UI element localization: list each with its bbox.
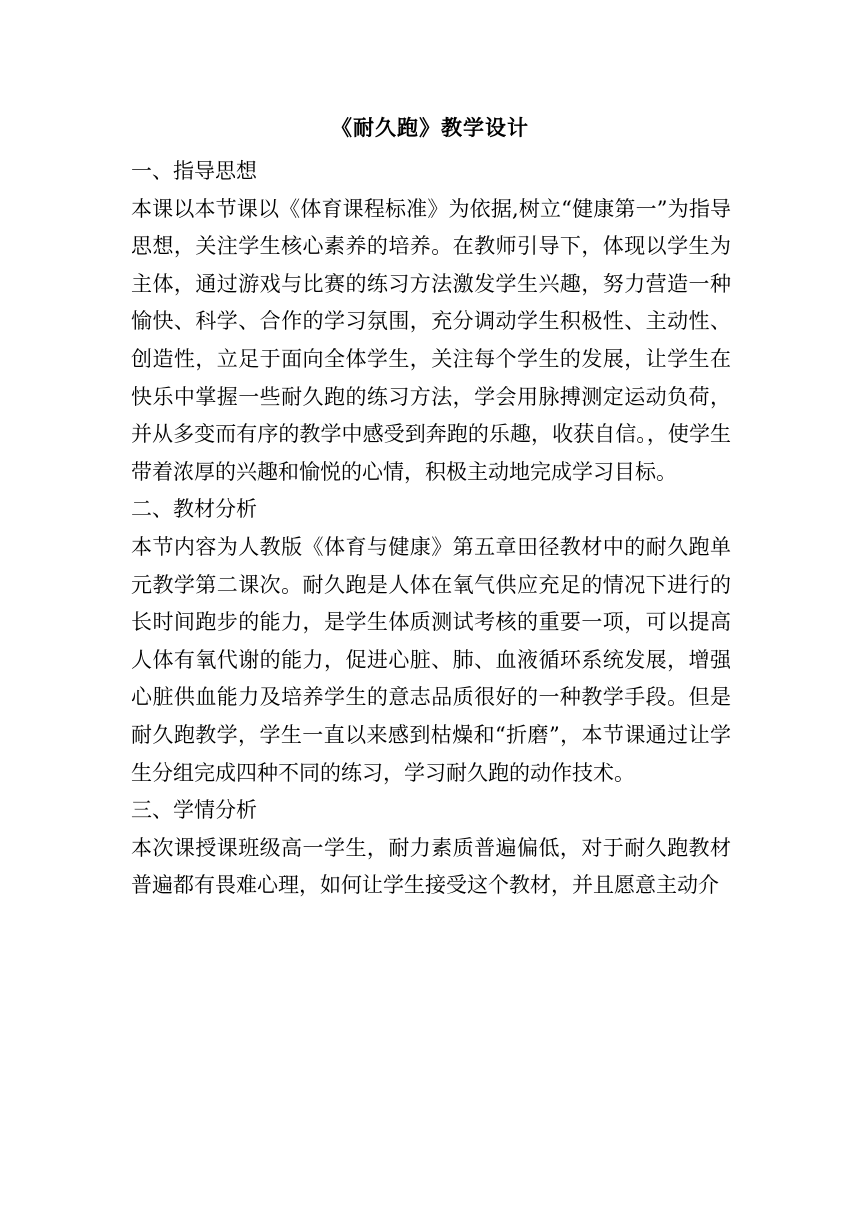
document-title: 《耐久跑》教学设计: [331, 115, 529, 140]
section-body-material-analysis: 本节内容为人教版《体育与健康》第五章田径教材中的耐久跑单元教学第二课次。耐久跑是人体在氧气供应充足的情况下进行的长时间跑步的能力，是学生体质测试考核的重要一项，可以提高人体有氧代谢的能力，促进心脏、肺、血液循环系统发展，增强心脏供血能力及培养学生的意志品质很好的一种教学手段。但是耐久跑教学，学生一直以来感到枯燥和“折磨”，本节课通过让学生分组完成四种不同的练习，学习耐久跑的动作技术。: [131, 534, 731, 785]
document-content: [131, 153, 731, 905]
section-body-student-analysis: 本次课授课班级高一学生，耐力素质普遍偏低，对于耐久跑教材普遍都有畏难心理，如何让学生接受这个教材，并且愿意主动介: [131, 835, 731, 898]
section-body-guiding-ideology: 本课以本节课以《体育课程标准》为依据,树立“健康第一”为指导思想，关注学生核心素养的培养。在教师引导下，体现以学生为主体，通过游戏与比赛的练习方法激发学生兴趣，努力营造一种愉快、科学、合作的学习氛围，充分调动学生积极性、主动性、创造性，立足于面向全体学生，关注每个学生的发展，让学生在快乐中掌握一些耐久跑的练习方法，学会用脉搏测定运动负荷，并从多变而有序的教学中感受到奔跑的乐趣，收获自信。，使学生带着浓厚的兴趣和愉悦的心情，积极主动地完成学习目标。: [131, 196, 731, 484]
section-heading-guiding-ideology: 一、指导思想: [131, 159, 257, 183]
section-heading-student-analysis: 三、学情分析: [131, 798, 257, 823]
section-heading-material-analysis: 二、教材分析: [131, 497, 257, 522]
